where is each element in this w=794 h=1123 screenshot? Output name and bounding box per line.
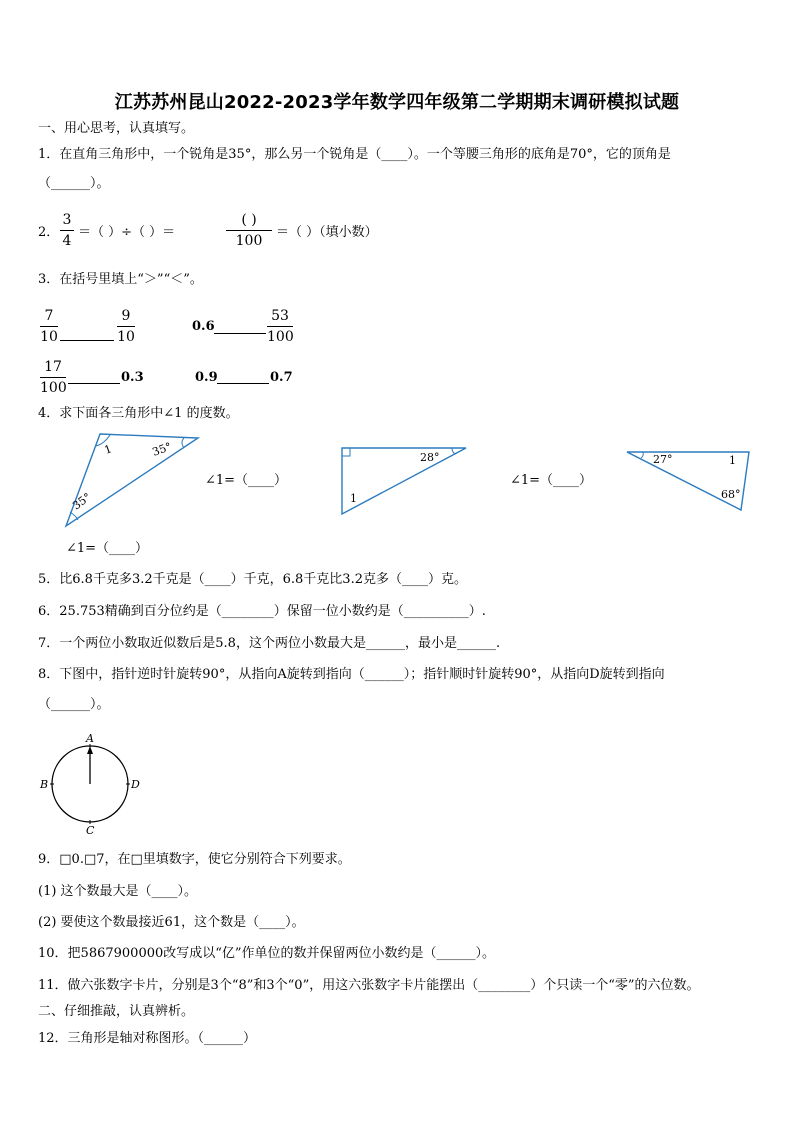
question-8-line-1: 8．下图中，指针逆时针旋转90°，从指向A旋转到指向（______）；指针顺时针旋转90°，从指向D旋转到指向: [38, 667, 665, 682]
triangle-3-figure: [623, 446, 753, 514]
triangle-2-outline: [342, 448, 466, 514]
fraction-numerator-blank: ( ): [241, 212, 257, 228]
fraction-bar: [40, 326, 58, 327]
fraction-denominator: 100: [40, 380, 67, 396]
fraction-denominator: 100: [267, 329, 294, 345]
answer-blank[interactable]: [60, 340, 114, 341]
fraction-numerator: 17: [44, 359, 62, 375]
question-3-text: 3．在括号里填上“＞”“＜”。: [38, 272, 203, 287]
fraction-numerator: 9: [121, 308, 131, 324]
clock-dial-figure: [36, 730, 146, 836]
angle-arc: [70, 512, 78, 520]
answer-blank[interactable]: [214, 333, 266, 334]
triangle-1-label-35: 35°: [150, 439, 174, 459]
question-7: 7．一个两位小数取近似数后是5.8，这个两位小数最大是______，最小是______.: [38, 636, 501, 651]
triangle-1-label-35: 35°: [70, 490, 94, 513]
answer-angle-1-b: ∠1=（____）: [66, 541, 149, 556]
fraction-bar: [226, 230, 272, 231]
triangle-1-outline: [66, 434, 198, 526]
question-9-part-2: (2) 要使这个数最接近61，这个数是（____）。: [38, 915, 305, 930]
question-1-line-2: （______）。: [38, 176, 110, 191]
value-0-6: 0.6: [192, 319, 215, 334]
triangle-3-label-27: 27°: [653, 453, 673, 466]
fraction-blank-100: [226, 212, 272, 249]
question-9-part-1: (1) 这个数最大是（____）。: [38, 884, 198, 899]
dial-label-d: D: [131, 778, 140, 791]
dial-label-a: A: [86, 732, 94, 745]
question-8-line-2: （______）。: [38, 697, 110, 712]
question-4-text: 4．求下面各三角形中∠1 的度数。: [38, 406, 239, 421]
question-1-line-1: 1．在直角三角形中，一个锐角是35°，那么另一个锐角是（____）。一个等腰三角形的底角是70°，它的顶角是: [38, 147, 671, 162]
answer-angle-1-a: ∠1=（____）: [205, 473, 288, 488]
question-9-text: 9．□0.□7，在□里填数字，使它分别符合下列要求。: [38, 852, 351, 867]
dial-label-b: B: [40, 778, 49, 791]
right-angle-mark: [342, 448, 350, 456]
fraction-bar: [117, 326, 135, 327]
fraction-numerator: 3: [62, 212, 72, 228]
fraction-numerator: 53: [271, 308, 289, 324]
fraction-bar: [60, 230, 74, 231]
triangle-3-label-angle-1: 1: [729, 454, 736, 467]
question-2-equation-1: ＝（ ）÷（ ）＝: [78, 225, 176, 240]
fraction-bar: [267, 326, 293, 327]
fraction-53-100: [267, 308, 293, 345]
triangle-1-figure: [60, 430, 205, 530]
angle-arc: [641, 452, 643, 458]
triangle-2-label-28: 28°: [420, 451, 440, 464]
question-2-equation-2: ＝（ ）（填小数）: [276, 225, 378, 240]
value-0-9: 0.9: [195, 370, 218, 385]
question-2-number: 2．: [38, 225, 60, 240]
fraction-17-100: [40, 359, 66, 396]
section-2-heading: 二、仔细推敲，认真辨析。: [38, 1004, 195, 1019]
triangle-2-label-angle-1: 1: [350, 492, 357, 505]
answer-angle-1-c: ∠1=（____）: [510, 473, 593, 488]
question-11: 11．做六张数字卡片，分别是3个“8”和3个“0”，用这六张数字卡片能摆出（________）个只读一个“零”的六位数。: [38, 978, 700, 993]
question-6: 6．25.753精确到百分位约是（________）保留一位小数约是（__________）.: [38, 604, 486, 619]
fraction-3-4: [60, 212, 74, 249]
answer-blank[interactable]: [68, 383, 120, 384]
answer-blank[interactable]: [217, 383, 269, 384]
triangle-3-label-68: 68°: [721, 488, 741, 501]
value-0-3: 0.3: [121, 370, 144, 385]
fraction-denominator: 4: [62, 233, 72, 249]
fraction-numerator: 7: [44, 308, 54, 324]
fraction-denominator: 10: [117, 329, 135, 345]
fraction-7-10: [40, 308, 58, 345]
page-title: 江苏苏州昆山2022-2023学年数学四年级第二学期期末调研模拟试题: [114, 92, 680, 113]
dial-label-c: C: [86, 824, 95, 836]
section-1-heading: 一、用心思考，认真填写。: [38, 121, 195, 136]
question-5: 5．比6.8千克多3.2千克是（____）千克，6.8千克比3.2克多（____）克。: [38, 572, 467, 587]
question-12: 12．三角形是轴对称图形。（______）: [38, 1031, 257, 1046]
angle-arc: [182, 438, 184, 448]
fraction-denominator: 10: [40, 329, 58, 345]
question-10: 10．把5867900000改写成以“亿”作单位的数并保留两位小数约是（______）。: [38, 946, 496, 961]
triangle-1-label-angle-1: 1: [102, 442, 114, 457]
fraction-9-10: [117, 308, 135, 345]
fraction-denominator: 100: [235, 233, 263, 249]
triangle-2-figure: [338, 442, 470, 518]
fraction-bar: [40, 377, 66, 378]
value-0-7: 0.7: [270, 370, 293, 385]
